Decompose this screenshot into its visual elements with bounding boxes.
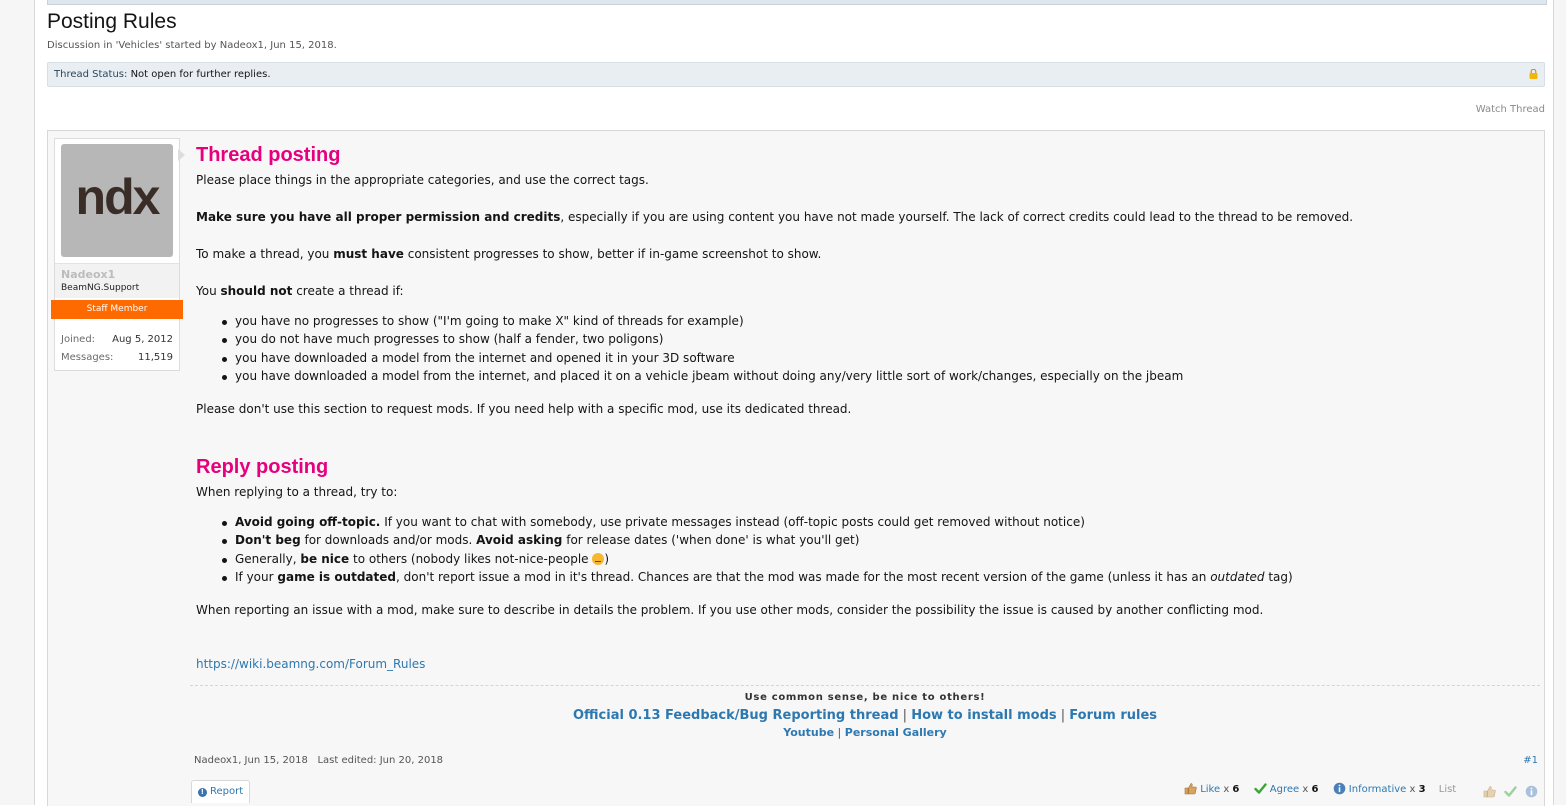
forum-rules-link[interactable]: Forum rules [1069, 708, 1157, 723]
joined-label: Joined: [61, 334, 96, 345]
list-item [222, 570, 1293, 588]
avatar[interactable] [61, 144, 173, 257]
agree-count: 6 [1311, 783, 1319, 795]
install-mods-link[interactable]: How to install mods [911, 708, 1057, 723]
thread-status-value: Not open for further replies. [130, 69, 271, 80]
off-topic-bold: Avoid going off-topic. [235, 515, 381, 529]
agree-label: Agree [1269, 783, 1300, 795]
last-edited: Last edited: Jun 20, 2018 [317, 755, 444, 766]
thumbs-up-icon [1184, 782, 1197, 795]
off-topic-text: If you want to chat with somebody, use private messages instead (off-topic posts could get removed without notice) [380, 515, 1085, 529]
left-gutter [0, 0, 35, 805]
should-not-bold: should not [220, 284, 293, 298]
like-label: Like [1200, 783, 1221, 795]
dont-beg-bold: Don't beg [235, 533, 301, 548]
reply-posting-heading: Reply posting [196, 456, 329, 478]
signature-motto: Use common sense, be nice to others! [744, 692, 986, 703]
informative-count: 3 [1418, 783, 1426, 795]
post-number-link[interactable]: #1 [1523, 755, 1538, 766]
check-icon[interactable] [1504, 785, 1517, 798]
list-item [222, 515, 1293, 533]
lock-icon [1529, 69, 1538, 79]
agree-x: x [1302, 783, 1309, 795]
paragraph-categories: Please place things in the appropriate categories, and use the correct tags. [196, 173, 649, 187]
info-icon: ! [198, 788, 207, 797]
watch-thread-link[interactable]: Watch Thread [1475, 104, 1545, 115]
list-item: you have no progresses to show ("I'm going to make X" kind of threads for example) [222, 314, 1183, 332]
list-item: you do not have much progresses to show (half a fender, two poligons) [222, 332, 1183, 350]
paragraph-progress [196, 247, 821, 261]
outdated-text-b: , don't report issue a mod in it's thread. Chances are that the mod was made for the most recent version of the game (unless it has an [396, 569, 1211, 584]
reply-rules-list [222, 515, 1293, 588]
ratings-list-link[interactable]: List [1438, 783, 1457, 795]
separator: | [902, 708, 908, 723]
be-nice-text-c: ) [604, 551, 610, 566]
be-nice-text-a: Generally, [235, 551, 301, 566]
author-date-link[interactable]: Nadeox1, Jun 15, 2018 [194, 755, 308, 766]
list-item: you have downloaded a model from the internet and opened it in your 3D software [222, 351, 1183, 369]
paragraph-should-not [196, 284, 404, 298]
right-scrollbar[interactable] [1553, 0, 1566, 805]
messages-value[interactable]: 11,519 [138, 352, 173, 363]
signature [190, 685, 1540, 744]
credits-text: , especially if you are using content you have not made yourself. The lack of correct credits could lead to the thread to be removed. [560, 210, 1354, 224]
ratings-summary [1181, 782, 1456, 795]
joined-value: Aug 5, 2012 [112, 334, 173, 345]
signature-links [190, 708, 1540, 723]
thread-status-label: Thread Status: [54, 69, 128, 80]
paragraph-no-requests: Please don't use this section to request mods. If you need help with a specific mod, use its dedicated thread. [196, 402, 852, 416]
outdated-bold: game is outdated [277, 569, 396, 584]
post-meta [194, 755, 443, 766]
should-not-list [222, 314, 1183, 387]
user-card [54, 138, 180, 371]
thumbs-up-icon[interactable] [1483, 785, 1496, 798]
list-item [222, 533, 1293, 551]
separator: | [1060, 708, 1066, 723]
avoid-asking-bold: Avoid asking [476, 533, 563, 548]
like-count: 6 [1232, 783, 1240, 795]
like-x: x [1223, 783, 1230, 795]
outdated-text-a: If your [235, 569, 278, 584]
avatar-logo: ndx [75, 169, 159, 225]
informative-x: x [1409, 783, 1416, 795]
be-nice-text-b: to others (nobody likes not-nice-people [349, 551, 593, 566]
informative-label: Informative [1348, 783, 1407, 795]
credits-bold: Make sure you have all proper permission and credits [196, 210, 561, 224]
report-label: Report [210, 786, 244, 797]
separator: | [837, 726, 842, 739]
paragraph-reporting: When reporting an issue with a mod, make sure to describe in details the problem. If you use other mods, consider the possibility the issue is caused by another conflicting mod. [196, 603, 1264, 617]
should-not-text-a: You [196, 284, 221, 298]
personal-gallery-link[interactable]: Personal Gallery [844, 726, 947, 739]
dont-beg-text: for downloads and/or mods. [300, 533, 477, 548]
breadcrumb-bar [47, 0, 1547, 5]
signature-social [190, 726, 1540, 739]
thread-posting-heading: Thread posting [196, 144, 341, 166]
feedback-thread-link[interactable]: Official 0.13 Feedback/Bug Reporting thread [572, 708, 899, 723]
user-title: BeamNG.Support [61, 283, 140, 293]
check-icon [1254, 782, 1267, 795]
report-button[interactable] [191, 780, 250, 803]
forum-rules-wiki-link[interactable]: https://wiki.beamng.com/Forum_Rules [196, 657, 426, 671]
avoid-asking-text: for release dates ('when done' is what you'll get) [562, 533, 860, 548]
should-not-text-b: create a thread if: [292, 284, 404, 298]
outdated-text-c: tag) [1264, 569, 1293, 584]
progress-bold: must have [333, 247, 404, 261]
info-circle-icon[interactable] [1525, 785, 1538, 798]
smiley-icon [592, 553, 604, 565]
list-item: you have downloaded a model from the internet, and placed it on a vehicle jbeam without doing any/very little sort of work/changes, especially on the jbeam [222, 369, 1183, 387]
progress-text-a: To make a thread, you [196, 247, 334, 261]
outdated-italic: outdated [1210, 569, 1265, 584]
be-nice-bold: be nice [300, 551, 350, 566]
username-link[interactable]: Nadeox1 [61, 268, 116, 281]
user-stats [61, 334, 173, 370]
rating-informative[interactable] [1330, 784, 1429, 795]
thread-status-bar [47, 62, 1545, 87]
username-box [55, 263, 179, 298]
message-arrow [178, 149, 185, 161]
list-item [222, 552, 1293, 570]
thread-description: Discussion in 'Vehicles' started by Nadeox1, Jun 15, 2018. [47, 40, 337, 51]
progress-text-b: consistent progresses to show, better if in-game screenshot to show. [403, 247, 822, 261]
info-circle-icon [1333, 782, 1346, 795]
paragraph-credits [196, 210, 1353, 224]
page-title: Posting Rules [47, 10, 177, 33]
rating-like[interactable] [1181, 784, 1243, 795]
messages-label: Messages: [61, 352, 114, 363]
rating-agree[interactable] [1251, 784, 1322, 795]
youtube-link[interactable]: Youtube [783, 726, 835, 739]
post [47, 130, 1545, 806]
staff-member-badge: Staff Member [51, 300, 183, 319]
paragraph-when-replying: When replying to a thread, try to: [196, 485, 398, 499]
rate-buttons [1480, 781, 1538, 800]
